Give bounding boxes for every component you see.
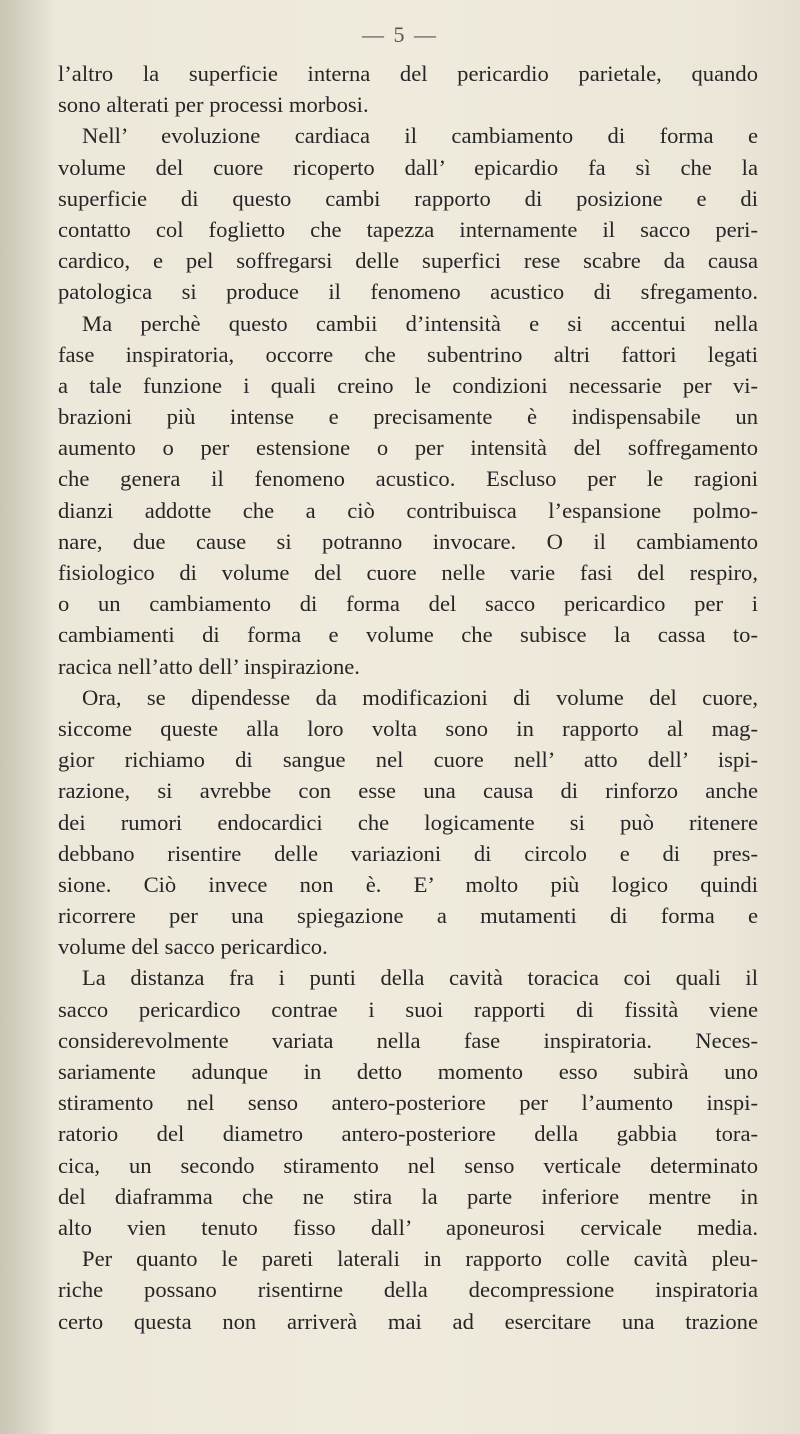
text-line: sione. Ciò invece non è. E’ molto più logico quindi — [58, 871, 758, 897]
text-line: volume del cuore ricoperto dall’ epicardio fa sì che la — [58, 154, 758, 180]
text-line: cardico, e pel soffregarsi delle superfici rese scabre da causa — [58, 248, 758, 274]
text-line: fisiologico di volume del cuore nelle varie fasi del respiro, — [58, 560, 758, 585]
text-line: aumento o per estensione o per intensità del soffregamento — [58, 435, 758, 461]
text-line: brazioni più intense e precisamente è indispensabile un — [58, 404, 758, 430]
text-line: razione, si avrebbe con esse una causa di rinforzo anche — [58, 778, 758, 804]
body-text — [58, 58, 758, 1337]
text-line: La distanza fra i punti della cavità toracica coi quali il — [82, 965, 758, 991]
text-line: racica nell’atto dell’ inspirazione. — [58, 653, 360, 679]
page-number: — 5 — — [362, 22, 438, 47]
text-line: Ma perchè questo cambii d’intensità e si accentui nella — [82, 310, 758, 336]
text-line: dei rumori endocardici che logicamente si può ritenere — [58, 809, 758, 835]
text-line: Nell’ evoluzione cardiaca il cambiamento di forma e — [82, 123, 758, 149]
text-line: sono alterati per processi morbosi. — [58, 92, 369, 118]
text-line: Ora, se dipendesse da modificazioni di volume del cuore, — [82, 684, 758, 710]
text-line: dianzi addotte che a ciò contribuisca l’espansione polmo- — [58, 497, 758, 523]
text-line: superficie di questo cambi rapporto di posizione e di — [58, 185, 758, 211]
text-line: Per quanto le pareti laterali in rapporto colle cavità pleu- — [82, 1246, 758, 1272]
text-line: debbano risentire delle variazioni di circolo e di pres- — [58, 840, 758, 866]
text-line: contatto col foglietto che tapezza internamente il sacco peri- — [58, 216, 758, 242]
text-line: ratorio del diametro antero-posteriore della gabbia tora- — [58, 1121, 758, 1147]
text-line: volume del sacco pericardico. — [58, 934, 328, 960]
page-edge-shadow — [0, 0, 55, 1434]
text-line: stiramento nel senso antero-posteriore per l’aumento inspi- — [58, 1090, 758, 1116]
text-line: riche possano risentirne della decompressione inspiratoria — [58, 1277, 758, 1303]
text-line: nare, due cause si potranno invocare. O il cambiamento — [58, 528, 758, 554]
text-line: del diaframma che ne stira la parte inferiore mentre in — [58, 1183, 758, 1209]
text-line: gior richiamo di sangue nel cuore nell’ atto dell’ ispi- — [58, 747, 758, 773]
text-line: o un cambiamento di forma del sacco pericardico per i — [58, 591, 758, 617]
text-line: considerevolmente variata nella fase inspiratoria. Neces- — [58, 1027, 758, 1053]
text-line: cica, un secondo stiramento nel senso verticale determinato — [58, 1152, 758, 1178]
text-line: certo questa non arriverà mai ad esercitare una trazione — [58, 1308, 758, 1334]
text-line: patologica si produce il fenomeno acustico di sfregamento. — [58, 279, 758, 305]
text-line: sariamente adunque in detto momento esso subirà uno — [58, 1059, 758, 1084]
text-line: l’altro la superficie interna del pericardio parietale, quando — [58, 61, 758, 86]
text-line: alto vien tenuto fisso dall’ aponeurosi cervicale media. — [58, 1214, 758, 1240]
text-line: che genera il fenomeno acustico. Escluso per le ragioni — [58, 466, 758, 492]
text-line: a tale funzione i quali creino le condizioni necessarie per vi- — [58, 372, 758, 398]
text-line: siccome queste alla loro volta sono in rapporto al mag- — [58, 715, 758, 741]
text-line: sacco pericardico contrae i suoi rapporti di fissità viene — [58, 996, 758, 1022]
text-line: ricorrere per una spiegazione a mutamenti di forma e — [58, 903, 758, 929]
text-line: fase inspiratoria, occorre che subentrino altri fattori legati — [58, 341, 758, 367]
text-line: cambiamenti di forma e volume che subisce la cassa to- — [58, 622, 758, 648]
